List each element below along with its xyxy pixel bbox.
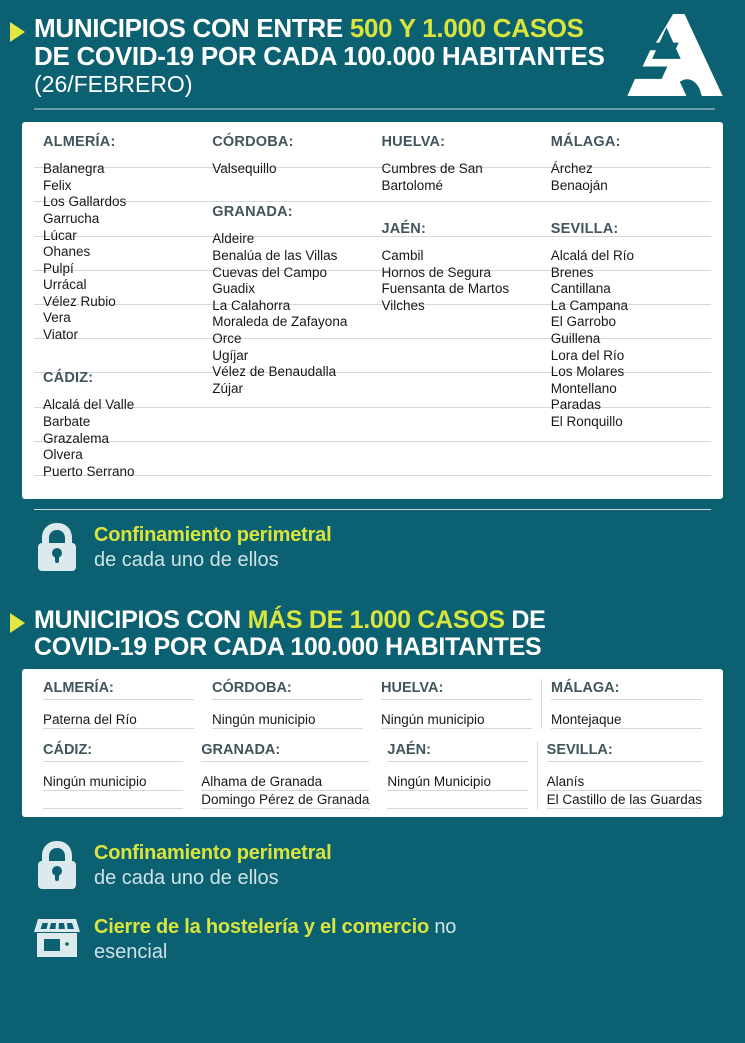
province-header: ALMERÍA:: [43, 679, 194, 700]
municipality-item: Urrácal: [43, 277, 87, 293]
municipality-item: La Calahorra: [212, 297, 291, 313]
province-header: SEVILLA:: [550, 220, 619, 237]
municipality-item: Guadix: [212, 281, 256, 297]
measure-title-plain: no: [428, 916, 457, 938]
section1-heading-pre: MUNICIPIOS CON ENTRE: [34, 13, 350, 43]
header: [0, 0, 745, 110]
municipality-item: Montellano: [550, 380, 617, 396]
province-spacer: [212, 222, 363, 231]
municipality-item: Ningún municipio: [381, 711, 532, 729]
group-spacer: [43, 344, 194, 371]
table2-cell: [378, 741, 536, 809]
municipality-item: Cantillana: [550, 281, 611, 297]
municipality-item: Viator: [43, 327, 79, 343]
municipality-item: Vera: [43, 310, 71, 326]
municipality-item: Alhama de Granada: [201, 773, 369, 791]
province-spacer: [551, 239, 702, 248]
andalucia-logo: [627, 14, 723, 96]
province-header: SEVILLA:: [547, 741, 702, 762]
municipality-item: Puerto Serrano: [43, 463, 135, 479]
province-header: MÁLAGA:: [551, 679, 702, 700]
section1-heading-date: (26/FEBRERO): [34, 71, 193, 97]
measure-row: [0, 521, 745, 573]
table-500-1000-card: [22, 122, 723, 499]
municipality-item: Vélez Rubio: [43, 293, 116, 309]
municipality-item: Guillena: [550, 330, 601, 346]
section1-heading-line2: DE COVID-19 POR CADA 100.000 HABITANTES: [34, 41, 605, 71]
municipality-item: Cumbres de San: [381, 161, 483, 177]
section2-heading-highlight: MÁS DE 1.000 CASOS: [247, 606, 505, 634]
municipality-item: Domingo Pérez de Granada: [201, 792, 370, 807]
table-over-1000-card: [22, 669, 723, 817]
header-divider: [34, 108, 715, 110]
municipality-item: Los Gallardos: [43, 194, 127, 210]
lock-icon: [34, 839, 80, 891]
municipality-item: Alcalá del Río: [550, 247, 635, 263]
lock-icon: [34, 521, 80, 573]
measure-title-bold: Confinamiento perimetral: [94, 842, 332, 864]
table-column-4: [542, 134, 711, 489]
table-500-1000: [34, 134, 711, 489]
province-spacer: [212, 152, 363, 161]
group-spacer: [212, 178, 363, 205]
municipality-list: [201, 762, 369, 809]
group-spacer: [382, 194, 533, 221]
measures-section1: [0, 521, 745, 573]
province-header: HUELVA:: [381, 679, 532, 700]
section2-heading-line2: COVID-19 POR CADA 100.000 HABITANTES: [34, 633, 542, 661]
province-spacer: [382, 152, 533, 161]
table-column-3: [373, 134, 542, 489]
table2-cell: [34, 741, 192, 809]
municipality-item: El Castillo de las Guardas: [546, 792, 702, 807]
municipality-item: Los Molares: [550, 364, 625, 380]
municipality-list: [381, 700, 532, 729]
measure-row: [0, 839, 745, 891]
municipality-item-empty: [43, 791, 183, 809]
measure-title-bold: Confinamiento perimetral: [94, 524, 332, 546]
table-over-1000: [34, 679, 711, 809]
municipality-item: Ugíjar: [212, 347, 249, 363]
section2-heading-pre: MUNICIPIOS CON: [34, 606, 248, 634]
municipality-item: Paradas: [550, 397, 602, 413]
table2-row-spacer: [34, 729, 711, 741]
municipality-item: Fuensanta de Martos: [381, 281, 510, 297]
section1-heading-highlight: 500 Y 1.000 CASOS: [349, 13, 584, 43]
province-header: ALMERÍA:: [43, 134, 116, 150]
municipality-item: Benaoján: [550, 177, 608, 193]
measure-title: [94, 841, 331, 866]
triangle-bullet-icon-2: [10, 613, 25, 633]
municipality-item: Orce: [212, 330, 242, 346]
table2-row: [34, 679, 711, 729]
municipality-item: Balanegra: [43, 161, 105, 177]
table2-cell: [203, 679, 372, 729]
measure-text: [94, 839, 331, 891]
municipality-item: Vilches: [381, 297, 425, 313]
province-header: MÁLAGA:: [550, 134, 621, 150]
municipality-item: La Campana: [550, 297, 629, 313]
municipality-list: [43, 700, 194, 729]
municipality-list: [547, 762, 702, 809]
header-text-block: [0, 14, 627, 98]
municipality-item: Brenes: [550, 264, 594, 280]
measures-section2: [0, 839, 745, 965]
municipality-item: Valsequillo: [212, 161, 277, 177]
shop-icon: [34, 913, 80, 959]
table2-cell: [537, 741, 711, 809]
municipality-item: Pulpí: [43, 260, 74, 276]
shop-icon-wrapper: [34, 913, 80, 959]
municipality-item: Olvera: [43, 447, 83, 463]
triangle-bullet-icon: [10, 22, 25, 42]
measure-title: [94, 915, 456, 940]
province-header: HUELVA:: [381, 134, 446, 150]
province-spacer: [43, 388, 194, 397]
measure-text: [94, 913, 456, 965]
measure-subtitle: esencial: [94, 941, 168, 963]
table2-cell: [192, 741, 378, 809]
group-spacer: [551, 194, 702, 221]
section2-heading-block: [0, 607, 745, 661]
municipality-item: Zújar: [212, 380, 244, 396]
municipality-list: [43, 762, 183, 809]
municipality-item: Ningún municipio: [43, 773, 183, 791]
municipality-item: Cambil: [381, 247, 424, 263]
municipality-item: Alanís: [547, 773, 702, 791]
municipality-item: Ningún municipio: [212, 711, 363, 729]
table2-cell: [541, 679, 711, 729]
municipality-list: [387, 762, 527, 809]
province-header: CÓRDOBA:: [212, 679, 363, 700]
municipality-item: Lúcar: [43, 227, 77, 243]
province-header: CÓRDOBA:: [212, 134, 294, 150]
municipality-item: Aldeire: [212, 231, 255, 247]
municipality-item: Grazalema: [43, 430, 110, 446]
province-spacer: [551, 152, 702, 161]
municipality-item: Felix: [43, 177, 72, 193]
municipality-item: Bartolomé: [381, 177, 444, 193]
measure-row: [0, 913, 745, 965]
municipality-item: Ningún Municipio: [387, 773, 527, 791]
municipality-item-empty: [387, 791, 527, 809]
province-header: CÁDIZ:: [43, 370, 94, 387]
municipality-item: Vélez de Benaudalla: [212, 364, 337, 380]
section2-heading: [34, 607, 745, 661]
municipality-item: Moraleda de Zafayona: [212, 314, 348, 330]
municipality-item: El Ronquillo: [550, 413, 623, 429]
province-spacer: [43, 152, 194, 161]
measure-title: [94, 523, 331, 548]
municipality-item: Montejaque: [551, 711, 702, 729]
province-header: CÁDIZ:: [43, 741, 183, 762]
measure-subtitle: de cada uno de ellos: [94, 867, 279, 889]
municipality-item: Garrucha: [43, 210, 100, 226]
lock-icon-wrapper: [34, 521, 80, 573]
measure-subtitle: de cada uno de ellos: [94, 549, 279, 571]
municipality-item: Alcalá del Valle: [43, 397, 135, 413]
table-column-1: [34, 134, 203, 489]
measure-title-bold: Cierre de la hostelería y el comercio: [94, 916, 429, 938]
table-column-2: [203, 134, 372, 489]
province-header: GRANADA:: [212, 204, 293, 221]
measure-text: [94, 521, 331, 573]
lock-icon-wrapper: [34, 839, 80, 891]
province-spacer: [382, 239, 533, 248]
municipality-item: Barbate: [43, 413, 91, 429]
municipality-item: Árchez: [550, 161, 593, 177]
table2-row: [34, 741, 711, 809]
municipality-list: [212, 700, 363, 729]
municipality-item: Ohanes: [43, 244, 91, 260]
municipality-item: Benalúa de las Villas: [212, 247, 338, 263]
section2-heading-post: DE: [504, 606, 546, 634]
municipality-item: El Garrobo: [550, 314, 617, 330]
province-header: JAÉN:: [381, 220, 427, 237]
section1-heading: [34, 14, 627, 70]
table2-cell: [372, 679, 541, 729]
province-header: JAÉN:: [387, 741, 527, 762]
municipality-item: Hornos de Segura: [381, 264, 492, 280]
municipality-item: Cuevas del Campo: [212, 264, 328, 280]
municipality-list: [551, 700, 702, 729]
municipality-item: Lora del Río: [550, 347, 625, 363]
municipality-item: Paterna del Río: [43, 711, 194, 729]
table2-cell: [34, 679, 203, 729]
province-header: GRANADA:: [201, 741, 369, 762]
